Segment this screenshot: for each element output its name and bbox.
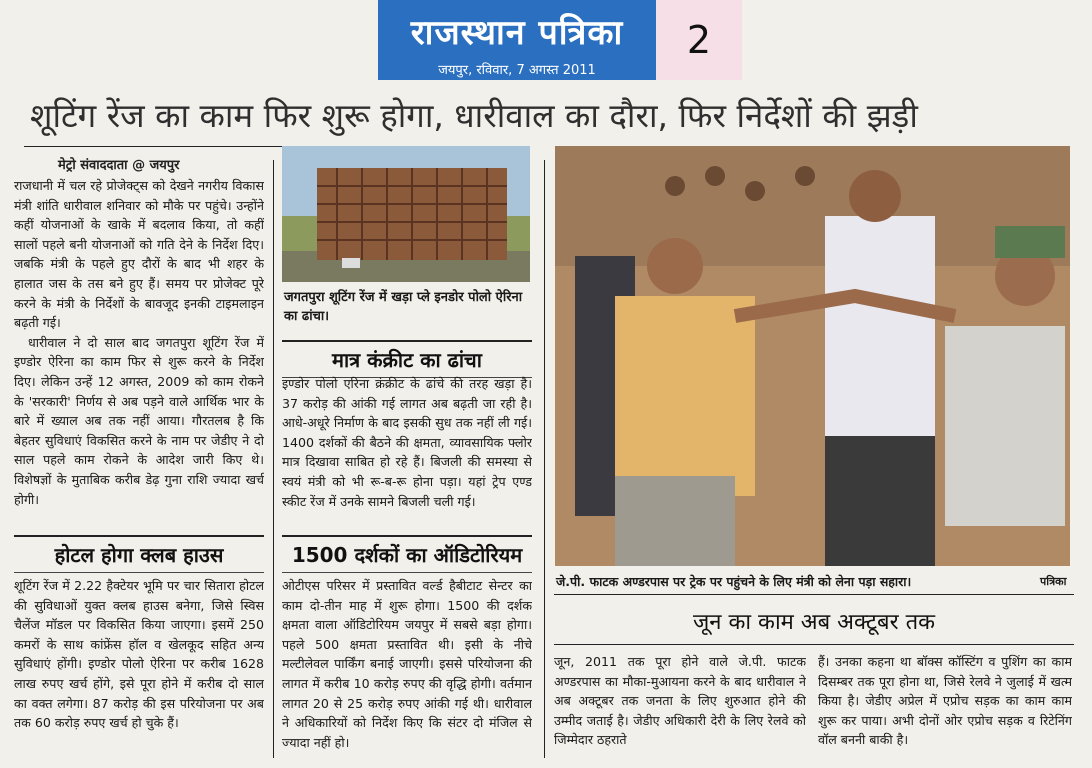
subheading-concrete: मात्र कंक्रीट का ढांचा — [282, 340, 532, 378]
headline: शूटिंग रेंज का काम फिर शुरू होगा, धारीवाल का दौरा, फिर निर्देशों की झड़ी — [30, 96, 918, 135]
paragraph: जून, 2011 तक पूरा होने वाले जे.पी. फाटक अण्डरपास का मौका-मुआयना करने के बाद धारीवाल ने अब अक्टूबर तक जनता के लिए शुरुआत होने की उम्मीद जताई है। जेडीए अधिकारी देरी के लिए रेलवे को जिम्मेदार ठहराते — [554, 654, 806, 748]
minister-photo — [555, 146, 1070, 566]
article-column-2-cont — [282, 576, 532, 756]
divider — [24, 146, 282, 147]
paragraph: हैं। उनका कहना था बॉक्स कॉस्टिंग व पुशिंग का काम दिसम्बर तक पूरा होना था, जिसे रेलवे ने जुलाई में खत्म किया है। जेडीए अप्रेल में एप्रोच सड़क का काम काम शुरू कर पाया। अभी दोनों ओर एप्रोच सड़क व रिटेनिंग वॉल बननी बाकी है। — [818, 654, 1072, 748]
column-divider — [544, 160, 545, 758]
subheading-hotel: होटल होगा क्लब हाउस — [14, 535, 264, 573]
paragraph: शूटिंग रेंज में 2.22 हैक्टेयर भूमि पर चार सितारा होटल की सुविधाओं युक्त क्लब हाउस बनेगा, जिसे स्विस चैलेंज मॉडल पर विकसित किया जाएगा। इसमें 250 कमरों के साथ कांफ्रेंस हॉल व खेलकूद सहित अन्य सुविधाएं होंगी। इण्डोर पोलो ऐरिना पर करीब 1628 लाख रुपए खर्च होंगे, इसे पूरा होने में करीब दो साल का वक्त लगेगा। 87 करोड़ की इस परियोजना पर अब तक 60 करोड़ रुपए खर्च हो चुके हैं। — [14, 578, 264, 731]
subheading-june-work: जून का काम अब अक्टूबर तक — [692, 610, 936, 635]
paragraph: धारीवाल ने दो साल बाद जगतपुरा शूटिंग रेंज में इण्डोर ऐरिना का काम फिर से शुरू करने के निर्देश दिए। लेकिन उन्हें 12 अगस्त, 2009 को काम रोकने के 'सरकारी' निर्णय से अब पड़ने वाले आर्थिक भार के बारे में ख्याल अब तक नहीं आया। गौरतलब है कि बेहतर सुविधाएं विकसित करने के नाम पर जेडीए ने दो साल पहले काम रोकने के आदेश जारी किए थे। विशेषज्ञों के मुताबिक करीब डेढ़ गुना राशि ज्यादा खर्च होगी। — [14, 334, 264, 507]
article-column-2 — [282, 374, 532, 532]
issue-date: जयपुर, रविवार, 7 अगस्त 2011 — [438, 63, 596, 78]
column-divider — [273, 160, 274, 758]
page-number: 2 — [656, 0, 742, 80]
paragraph: ओटीएस परिसर में प्रस्तावित वर्ल्ड हैबीटाट सेन्टर का काम दो-तीन माह में शुरू होगा। 1500 की दर्शक क्षमता वाला ऑडिटोरियम जयपुर में सबसे बड़ा होगा। पहले 500 क्षमता प्रस्तावित थी। इसी के नीचे मल्टीलेवल पार्किंग बनाई जाएगी। इससे परियोजना की लागत में करीब 10 करोड़ रुपए की वृद्धि होगी। वर्तमान लागत 20 से 25 करोड़ रुपए आंकी गई थी। धारीवाल ने अधिकारियों को निर्देश किए कि संटर दो मंजिल से ज्यादा नहीं हो। — [282, 578, 532, 750]
photo-caption-arena: जगतपुरा शूटिंग रेंज में खड़ा प्ले इनडोर पोलो ऐरिना का ढांचा। — [284, 290, 523, 324]
divider — [554, 594, 1074, 595]
article-column-1 — [14, 176, 264, 530]
divider — [554, 644, 1074, 645]
article-column-1-cont — [14, 576, 264, 756]
byline: मेट्रो संवाददाता @ जयपुर — [58, 158, 180, 173]
newspaper-title: राजस्थान पत्रिका — [410, 13, 624, 53]
polo-arena-photo — [282, 146, 530, 282]
photo-credit: पत्रिका — [1040, 575, 1067, 588]
masthead — [378, 0, 656, 80]
paragraph: राजधानी में चल रहे प्रोजेक्ट्स को देखने नगरीय विकास मंत्री शांति धारीवाल शनिवार को मौके पर पहुंचे। उन्होंने कहीं योजनाओं के खाके में बदलाव किया, तो कहीं सालों पहले बनी योजनाओं को गति देने के निर्देश दिए। जबकि मंत्री के पहले हुए दौरों के बाद भी शहर के हालात जस के तस बने हुए हैं। समय पर प्रोजेक्ट पूरे करने के मंत्री के निर्देशों के बावजूद इनकी टाइमलाइन बढ़ती गई। — [14, 178, 264, 331]
paragraph: इण्डोर पोलो एरिना क्रंक्रीट के ढांचे की तरह खड़ा है। 37 करोड़ की आंकी गई लागत अब बढ़ती जा रही है। आधे-अधूरे निर्माण के बाद इसकी सुध तक नहीं ली गई। 1400 दर्शकों की बैठने की क्षमता, व्यावसायिक फ्लोर मात्र दिखावा साबित हो रहे हैं। बिजली की समस्या से स्वयं मंत्री को भी रू-ब-रू होना पड़ा। यहां ट्रेप एण्ड स्कीट रेंज में उनके सामने बिजली चली गई। — [282, 376, 532, 509]
article-column-4 — [818, 652, 1072, 760]
photo-caption-minister: जे.पी. फाटक अण्डरपास पर ट्रेक पर पहुंचने के लिए मंत्री को लेना पड़ा सहारा। — [556, 574, 912, 589]
article-column-3 — [554, 652, 806, 760]
subheading-auditorium: 1500 दर्शकों का ऑडिटोरियम — [282, 535, 532, 573]
